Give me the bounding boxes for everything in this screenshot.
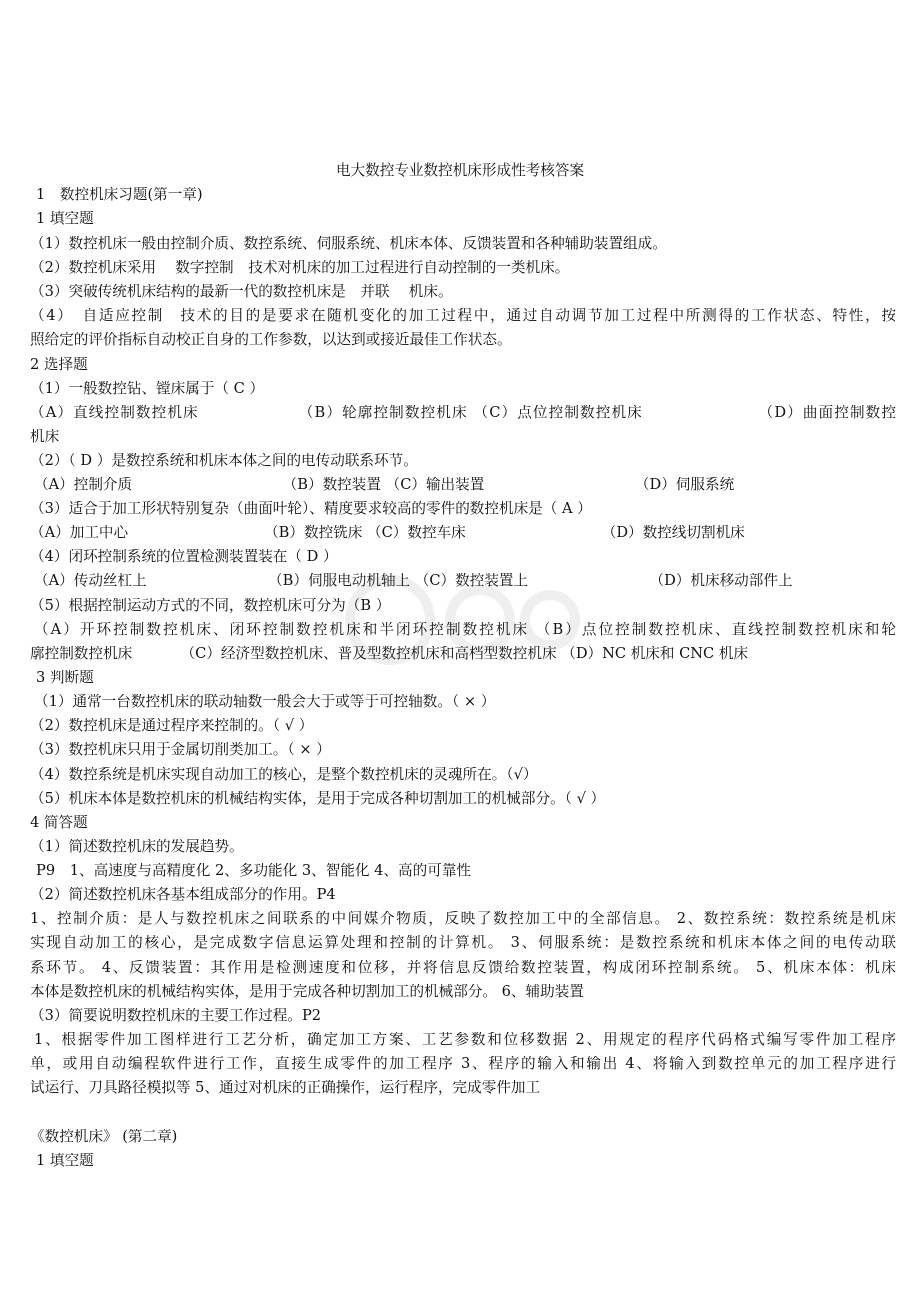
section-heading: 1 填空题 bbox=[36, 211, 94, 227]
document-title: 电大数控专业数控机床形成性考核答案 bbox=[335, 162, 585, 179]
judgement-line: （3）数控机床只用于金属切削类加工。（ × ） bbox=[30, 742, 331, 758]
question-line: （3）简要说明数控机床的主要工作过程。P2 bbox=[30, 1008, 322, 1024]
section-heading: 4 简答题 bbox=[30, 815, 88, 831]
text-line: （2）数控机床采用 数字控制 技术对机床的加工过程进行自动控制的一类机床。 bbox=[30, 260, 570, 276]
options-line: 廓控制数控机床 （C）经济型数控机床、普及型数控机床和高档型数控机床 （D）NC 机床和 CNC 机床 bbox=[30, 646, 749, 662]
options-line: （A）加工中心 （B）数控铣床 （C）数控车床 （D）数控线切割机床 bbox=[30, 525, 745, 541]
answer-line: 1、根据零件加工图样进行工艺分析，确定加工方案、工艺参数和位移数据 2、用规定的程序代码格式编写零件加工程序 bbox=[34, 1032, 896, 1048]
question-line: （5）根据控制运动方式的不同，数控机床可分为（B ） bbox=[30, 598, 391, 614]
question-line: （2）（ D ）是数控系统和机床本体之间的电传动联系环节。 bbox=[30, 453, 418, 469]
text-line: （1）数控机床一般由控制介质、数控系统、伺服系统、机床本体、反馈装置和各种辅助装置组成。 bbox=[30, 236, 667, 252]
chapter-heading: 《数控机床》 (第二章) bbox=[30, 1129, 178, 1145]
judgement-line: （2）数控机床是通过程序来控制的。（ √ ） bbox=[30, 718, 314, 734]
options-line: （A）控制介质 （B）数控装置 （C）输出装置 （D）伺服系统 bbox=[34, 477, 735, 493]
answer-line: 1、控制介质：是人与数控机床之间联系的中间媒介物质，反映了数控加工中的全部信息。 2、数控系统：数控系统是机床 bbox=[30, 911, 896, 927]
answer-line: P9 1、高速度与高精度化 2、多功能化 3、智能化 4、高的可靠性 bbox=[36, 863, 472, 879]
section-heading: 2 选择题 bbox=[30, 357, 88, 373]
options-line: （A）传动丝杠上 （B）伺服电动机轴上 （C）数控装置上 （D）机床移动部件上 bbox=[34, 573, 793, 589]
question-line: （3）适合于加工形状特别复杂（曲面叶轮）、精度要求较高的零件的数控机床是（ A ） bbox=[30, 501, 592, 517]
answer-line: 系环节。 4、反馈装置：其作用是检测速度和位移，并将信息反馈给数控装置，构成闭环控制系统。 5、机床本体：机床 bbox=[30, 960, 896, 976]
answer-line: 单，或用自动编程软件进行工作，直接生成零件的加工程序 3、程序的输入和输出 4、将输入到数控单元的加工程序进行 bbox=[30, 1056, 896, 1072]
judgement-line: （5）机床本体是数控机床的机械结构实体，是用于完成各种切割加工的机械部分。（ √ ） bbox=[30, 791, 606, 807]
judgement-line: （1）通常一台数控机床的联动轴数一般会大于或等于可控轴数。（ × ） bbox=[34, 694, 496, 710]
chapter-heading: 1 数控机床习题(第一章) bbox=[36, 187, 203, 203]
judgement-line: （4）数控系统是机床实现自动加工的核心，是整个数控机床的灵魂所在。（√） bbox=[30, 767, 538, 783]
section-heading: 3 判断题 bbox=[36, 670, 94, 686]
answer-line: 试运行、刀具路径模拟等 5、通过对机床的正确操作，运行程序，完成零件加工 bbox=[30, 1080, 541, 1096]
answer-line: 本体是数控机床的机械结构实体，是用于完成各种切割加工的机械部分。 6、辅助装置 bbox=[30, 984, 584, 1000]
question-line: （4）闭环控制系统的位置检测装置装在（ D ） bbox=[30, 549, 338, 565]
question-line: （2）简述数控机床各基本组成部分的作用。P4 bbox=[30, 887, 336, 903]
text-line: （4） 自适应控制 技术的目的是要求在随机变化的加工过程中，通过自动调节加工过程中所测得的工作状态、特性，按 bbox=[30, 308, 896, 324]
options-line: （A）直线控制数控机床 （B）轮廓控制数控机床 （C）点位控制数控机床 （D）曲面控制数控 bbox=[30, 405, 896, 421]
options-line: （A）开环控制数控机床、闭环控制数控机床和半闭环控制数控机床 （B）点位控制数控机床、直线控制数控机床和轮 bbox=[34, 622, 896, 638]
text-line: 照给定的评价指标自动校正自身的工作参数，以达到或接近最佳工作状态。 bbox=[30, 332, 512, 348]
answer-line: 实现自动加工的核心，是完成数字信息运算处理和控制的计算机。 3、伺服系统：是数控系统和机床本体之间的电传动联 bbox=[30, 935, 896, 951]
options-line: 机床 bbox=[30, 429, 60, 445]
question-line: （1）一般数控钻、镗床属于（ C ） bbox=[30, 381, 265, 397]
section-heading: 1 填空题 bbox=[36, 1153, 94, 1169]
question-line: （1）简述数控机床的发展趋势。 bbox=[30, 839, 244, 855]
text-line: （3）突破传统机床结构的最新一代的数控机床是 并联 机床。 bbox=[30, 284, 453, 300]
